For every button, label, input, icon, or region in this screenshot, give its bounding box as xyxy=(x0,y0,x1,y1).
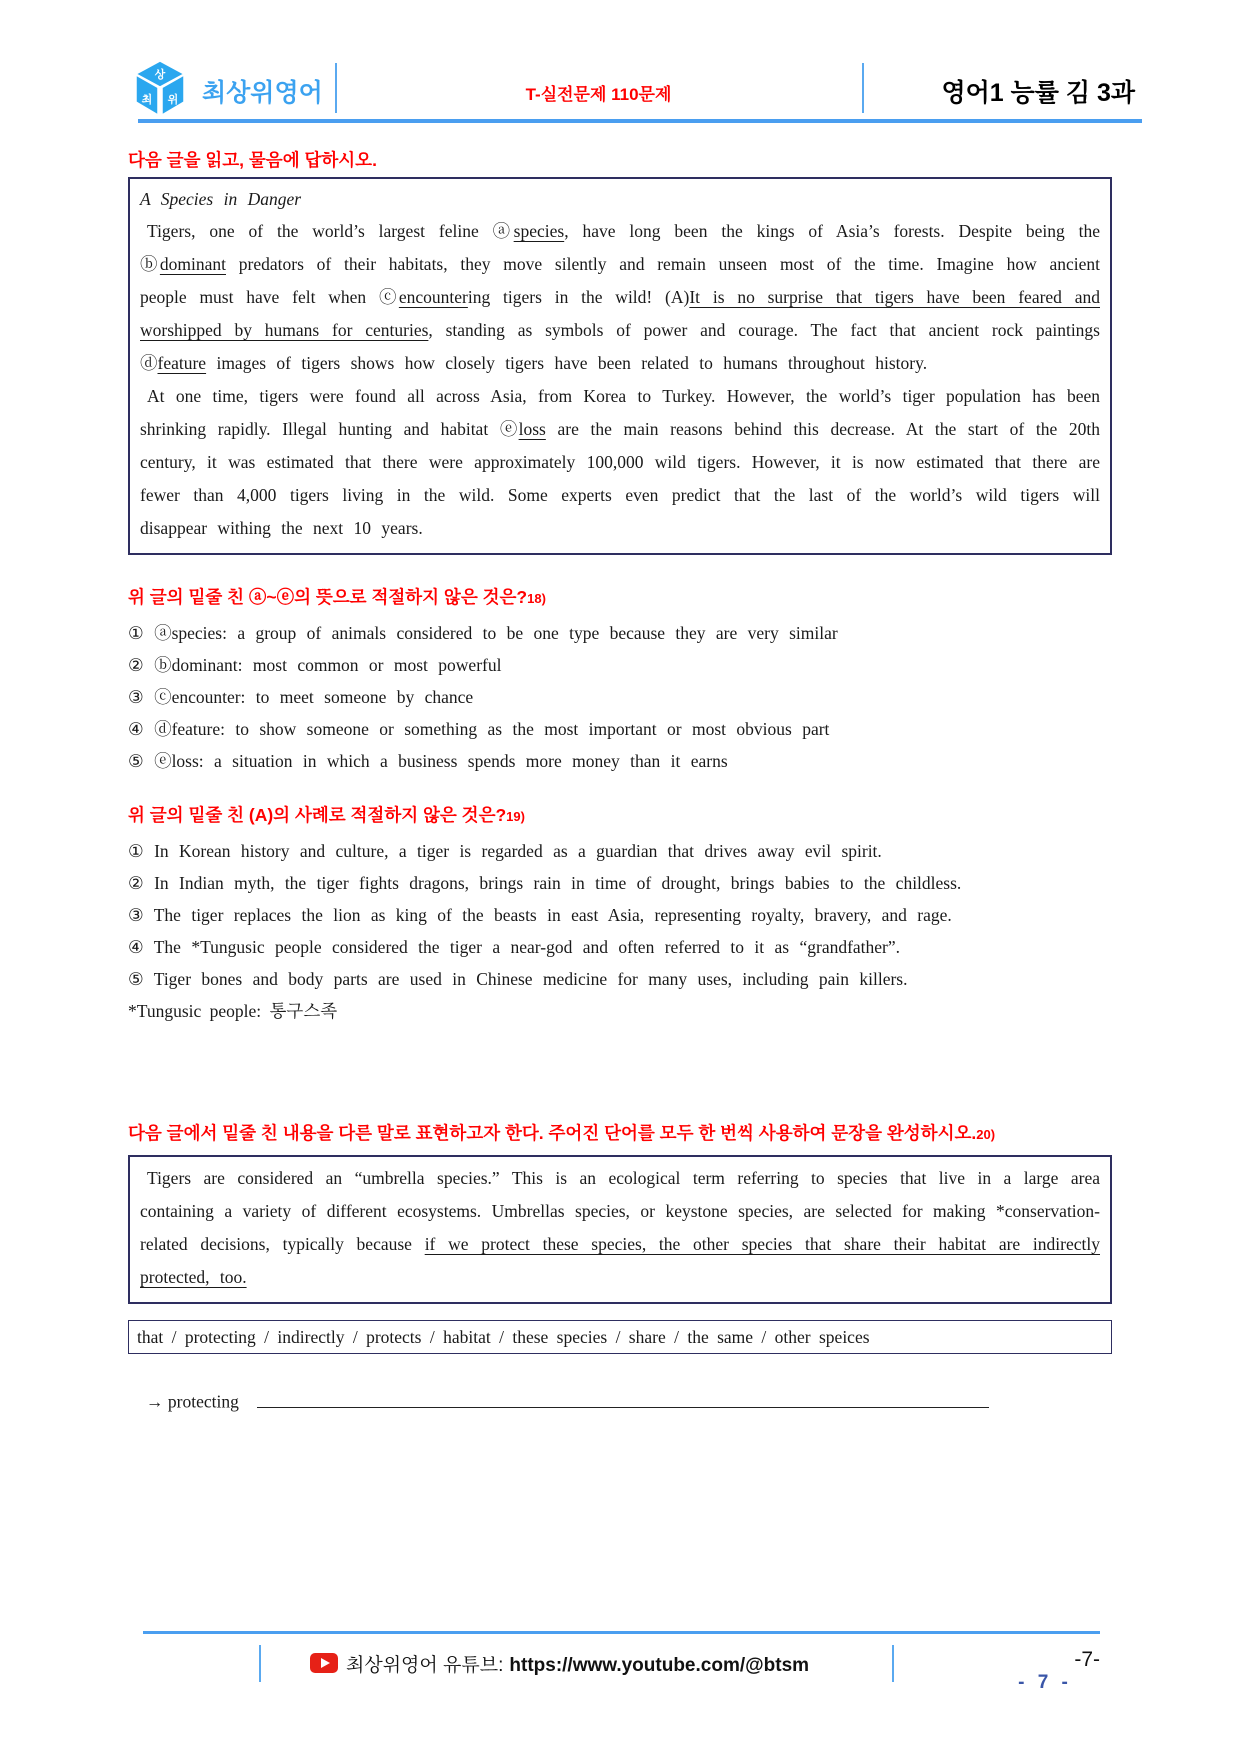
header-rule xyxy=(138,119,1142,123)
brand-logo-cube-icon xyxy=(132,59,188,122)
passage-paragraph-3: Tigers are considered an “umbrella species.” This is an ecological term referring to species that live in a large area containing a variety of different ecosystems. Umbrellas species, or keystone species, are selected for making *conservation-related decisions, typically because if we protect these species, the other species that share their habitat are indirectly protected, too. xyxy=(140,1168,1100,1287)
question-18-heading: 위 글의 밑줄 친 ⓐ~ⓔ의 뜻으로 적절하지 않은 것은?18) xyxy=(128,587,546,607)
passage-paragraph-1: Tigers, one of the world’s largest feline ⓐspecies, have long been the kings of Asia’s forests. Despite being the ⓑdominant predators of their habitats, they move silently and remain unseen most of the time. Imagine how ancient people must have felt when ⓒencountering tigers in the wild! (A)It is no surprise that tigers have been feared and worshipped by humans for centuries, standing as symbols of power and courage. The fact that ancient rock paintings ⓓfeature images of tigers shows how closely tigers have been related to humans throughout history. xyxy=(140,221,1101,373)
option-item: ② In Indian myth, the tiger fights dragons, brings rain in time of drought, brings babies to the childless. xyxy=(128,873,962,893)
youtube-label: 최상위영어 유튜브: xyxy=(346,1655,504,1676)
option-item: ⑤ ⓔloss: a situation in which a business spends more money than it earns xyxy=(128,751,728,771)
page-number-blue: - 7 - xyxy=(1018,1672,1072,1693)
question-19-number: 19) xyxy=(506,809,525,824)
course-label: 영어1 능률 김 3과 xyxy=(941,79,1135,107)
question-18-options xyxy=(128,617,1112,777)
answer-blank-line xyxy=(257,1390,989,1408)
question-19-options xyxy=(128,835,1112,995)
footer-divider-left xyxy=(259,1645,261,1682)
svg-text:최: 최 xyxy=(141,94,153,106)
header-divider-right xyxy=(862,63,864,113)
passage-paragraph-2: At one time, tigers were found all across Asia, from Korea to Turkey. However, the world’s tiger population has been shrinking rapidly. Illegal hunting and habitat ⓔloss are the main reasons behind this decrease. At the start of the 20th century, it was estimated that there were approximately 100,000 wild tigers. However, it is now estimated that there are fewer than 4,000 tigers living in the wild. Some experts even predict that the last of the world’s wild tigers will disappear withing the next 10 years. xyxy=(140,386,1100,538)
answer-line xyxy=(146,1390,1112,1413)
option-item: ④ The *Tungusic people considered the tiger a near-god and often referred to it as “grandfather”. xyxy=(128,937,901,957)
option-item: ③ The tiger replaces the lion as king of the beasts in east Asia, representing royalty, bravery, and rage. xyxy=(128,905,952,925)
footnote: *Tungusic people: 통구스족 xyxy=(128,1001,338,1021)
worksheet-title: T-실전문제 110문제 xyxy=(525,85,672,104)
arrow-icon: → xyxy=(146,1391,164,1412)
passage-box-2 xyxy=(128,1155,1112,1304)
page-number-black: -7- xyxy=(1074,1648,1100,1671)
content-column xyxy=(128,124,1112,1413)
question-19-heading: 위 글의 밑줄 친 (A)의 사례로 적절하지 않은 것은?19) xyxy=(128,805,525,825)
answer-prefix: protecting xyxy=(167,1391,239,1412)
brand-name: 최상위영어 xyxy=(202,79,323,107)
passage-title: A Species in Danger xyxy=(140,189,302,209)
footer-divider-right xyxy=(892,1645,894,1682)
instruction-heading: 다음 글을 읽고, 물음에 답하시오. xyxy=(128,150,377,170)
passage-box-1 xyxy=(128,177,1112,555)
option-item: ① ⓐspecies: a group of animals considered to be one type because they are very similar xyxy=(128,623,838,643)
question-20-number: 20) xyxy=(976,1127,996,1142)
option-item: ④ ⓓfeature: to show someone or something as the most important or most obvious part xyxy=(128,719,830,739)
word-bank-box: that / protecting / indirectly / protects / habitat / these species / share / the same / other speices xyxy=(128,1320,1112,1354)
option-item: ① In Korean history and culture, a tiger is regarded as a guardian that drives away evil spirit. xyxy=(128,841,882,861)
option-item: ③ ⓒencounter: to meet someone by chance xyxy=(128,687,474,707)
footer-rule xyxy=(143,1631,1100,1634)
option-item: ② ⓑdominant: most common or most powerful xyxy=(128,655,502,675)
question-20-heading: 다음 글에서 밑줄 친 내용을 다른 말로 표현하고자 한다. 주어진 단어를 모두 한 번씩 사용하여 문장을 완성하시오.20) xyxy=(128,1123,996,1143)
svg-text:위: 위 xyxy=(167,94,179,106)
option-item: ⑤ Tiger bones and body parts are used in Chinese medicine for many uses, including pain killers. xyxy=(128,969,908,989)
youtube-play-icon xyxy=(310,1653,338,1673)
question-18-number: 18) xyxy=(527,591,546,606)
youtube-url: https://www.youtube.com/@btsm xyxy=(509,1655,810,1676)
footer-youtube-text xyxy=(346,1650,809,1677)
svg-text:상: 상 xyxy=(154,69,166,81)
